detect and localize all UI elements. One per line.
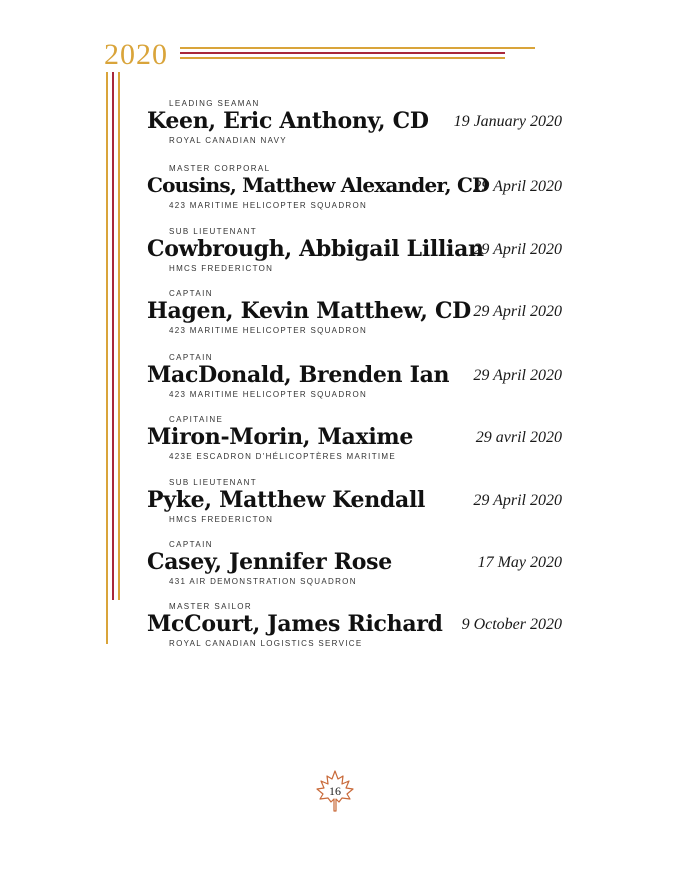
list-item xyxy=(0,602,700,662)
unit-label: ROYAL CANADIAN NAVY xyxy=(169,136,287,145)
member-name: Keen, Eric Anthony, CD xyxy=(147,108,429,134)
year-heading: 2020 xyxy=(104,38,168,71)
list-item xyxy=(0,540,700,600)
unit-label: HMCS FREDERICTON xyxy=(169,264,274,273)
member-name: Casey, Jennifer Rose xyxy=(147,549,392,575)
list-item xyxy=(0,415,700,475)
rank-label: MASTER SAILOR xyxy=(169,602,253,611)
date-label: 29 avril 2020 xyxy=(475,429,562,446)
date-label: 29 April 2020 xyxy=(473,492,562,509)
member-name: Pyke, Matthew Kendall xyxy=(147,487,426,513)
unit-label: 423E ESCADRON D'HÉLICOPTÈRES MARITIME xyxy=(169,452,396,461)
rank-label: SUB LIEUTENANT xyxy=(169,227,258,236)
date-label: 29 April 2020 xyxy=(473,367,562,384)
list-item xyxy=(0,164,700,224)
unit-label: HMCS FREDERICTON xyxy=(169,515,274,524)
rank-label: CAPITAINE xyxy=(169,415,224,424)
date-label: 17 May 2020 xyxy=(477,554,562,571)
unit-label: 423 MARITIME HELICOPTER SQUADRON xyxy=(169,201,368,210)
top-rule-gold-1 xyxy=(180,47,535,49)
date-label: 19 January 2020 xyxy=(453,113,562,130)
page-number: 16 xyxy=(329,784,341,798)
unit-label: 423 MARITIME HELICOPTER SQUADRON xyxy=(169,390,368,399)
rank-label: MASTER CORPORAL xyxy=(169,164,271,173)
date-label: 29 April 2020 xyxy=(473,178,562,195)
member-name: Hagen, Kevin Matthew, CD xyxy=(147,298,471,324)
list-item xyxy=(0,289,700,349)
member-name: Cousins, Matthew Alexander, CD xyxy=(147,173,489,197)
member-name: McCourt, James Richard xyxy=(147,611,443,637)
top-rule-gold-2 xyxy=(180,57,505,59)
date-label: 9 October 2020 xyxy=(461,616,562,633)
rank-label: LEADING SEAMAN xyxy=(169,99,260,108)
date-label: 29 April 2020 xyxy=(473,241,562,258)
top-rule-crimson-1 xyxy=(180,52,505,54)
list-item xyxy=(0,353,700,413)
rank-label: CAPTAIN xyxy=(169,540,213,549)
rank-label: CAPTAIN xyxy=(169,353,213,362)
list-item xyxy=(0,227,700,287)
member-name: MacDonald, Brenden Ian xyxy=(147,362,450,388)
list-item xyxy=(0,478,700,538)
list-item xyxy=(0,99,700,159)
rank-label: CAPTAIN xyxy=(169,289,213,298)
member-name: Miron-Morin, Maxime xyxy=(147,424,414,450)
rank-label: SUB LIEUTENANT xyxy=(169,478,258,487)
date-label: 29 April 2020 xyxy=(473,303,562,320)
unit-label: 423 MARITIME HELICOPTER SQUADRON xyxy=(169,326,368,335)
unit-label: ROYAL CANADIAN LOGISTICS SERVICE xyxy=(169,639,363,648)
member-name: Cowbrough, Abbigail Lillian xyxy=(147,236,484,262)
unit-label: 431 AIR DEMONSTRATION SQUADRON xyxy=(169,577,357,586)
